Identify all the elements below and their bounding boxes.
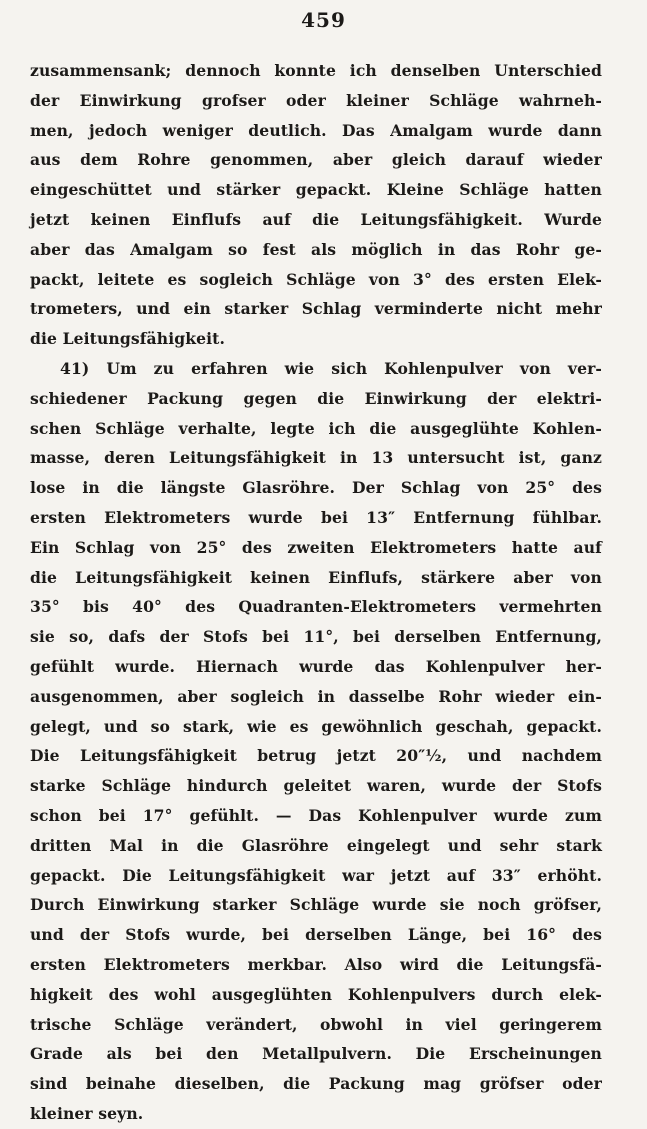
text-line: zusammensank; dennoch konnte ich denselben Unterschied [30,61,602,80]
text-line: kleiner seyn. [30,1103,144,1123]
text-line: Grade als bei den Metallpulvern. Die Erscheinungen [30,1044,602,1064]
text-line: Ein Schlag von 25° des zweiten Elektrometers hatte auf [30,537,602,557]
body-text [30,56,602,1129]
text-line: aber das Amalgam so fest als möglich in das Rohr ge- [30,239,602,259]
text-line: Durch Einwirkung starker Schläge wurde sie noch gröfser, [30,895,602,915]
text-line: ersten Elektrometers wurde bei 13″ Entfernung fühlbar. [30,507,602,527]
text-line: ausgenommen, aber sogleich in dasselbe Rohr wieder ein- [30,686,602,706]
text-line: dritten Mal in die Glasröhre eingelegt und sehr stark [30,835,602,855]
text-line: sie so, dafs der Stofs bei 11°, bei derselben Entfernung, [30,627,602,647]
text-line: jetzt keinen Einflufs auf die Leitungsfähigkeit. Wurde [30,209,602,229]
text-line: der Einwirkung grofser oder kleiner Schläge wahrneh- [30,90,602,110]
page-number: 459 [301,8,346,32]
text-line: ersten Elektrometers merkbar. Also wird die Leitungsfä- [30,954,602,974]
text-line: die Leitungsfähigkeit keinen Einflufs, stärkere aber von [30,567,602,587]
text-line: higkeit des wohl ausgeglühten Kohlenpulvers durch elek- [30,984,602,1004]
text-line: die Leitungsfähigkeit. [30,329,226,349]
text-line: gefühlt wurde. Hiernach wurde das Kohlenpulver her- [30,656,602,676]
text-line: und der Stofs wurde, bei derselben Länge, bei 16° des [30,925,602,945]
text-line: masse, deren Leitungsfähigkeit in 13 untersucht ist, ganz [30,448,602,468]
text-line: schon bei 17° gefühlt. — Das Kohlenpulver wurde zum [30,805,602,825]
text-line: sind beinahe dieselben, die Packung mag gröfser oder [30,1074,602,1094]
paragraph-start-line: 41) Um zu erfahren wie sich Kohlenpulver von ver- [60,358,602,378]
text-line: trische Schläge verändert, obwohl in viel geringerem [30,1014,602,1034]
text-line: packt, leitete es sogleich Schläge von 3° des ersten Elek- [30,269,602,289]
text-line: men, jedoch weniger deutlich. Das Amalgam wurde dann [30,120,602,140]
text-line: eingeschüttet und stärker gepackt. Kleine Schläge hatten [30,180,602,200]
text-line: aus dem Rohre genommen, aber gleich darauf wieder [30,150,602,170]
text-line: gepackt. Die Leitungsfähigkeit war jetzt auf 33″ erhöht. [30,865,602,885]
text-line: schiedener Packung gegen die Einwirkung der elektri- [30,388,602,408]
text-line: 35° bis 40° des Quadranten-Elektrometers vermehrten [30,597,602,617]
text-line: schen Schläge verhalte, legte ich die ausgeglühte Kohlen- [30,418,602,438]
text-line: gelegt, und so stark, wie es gewöhnlich geschah, gepackt. [30,716,602,736]
text-line: lose in die längste Glasröhre. Der Schlag von 25° des [30,478,602,498]
text-line: Die Leitungsfähigkeit betrug jetzt 20″½, und nachdem [30,746,602,766]
text-line: starke Schläge hindurch geleitet waren, wurde der Stofs [30,776,602,796]
text-line: trometers, und ein starker Schlag verminderte nicht mehr [30,299,602,319]
